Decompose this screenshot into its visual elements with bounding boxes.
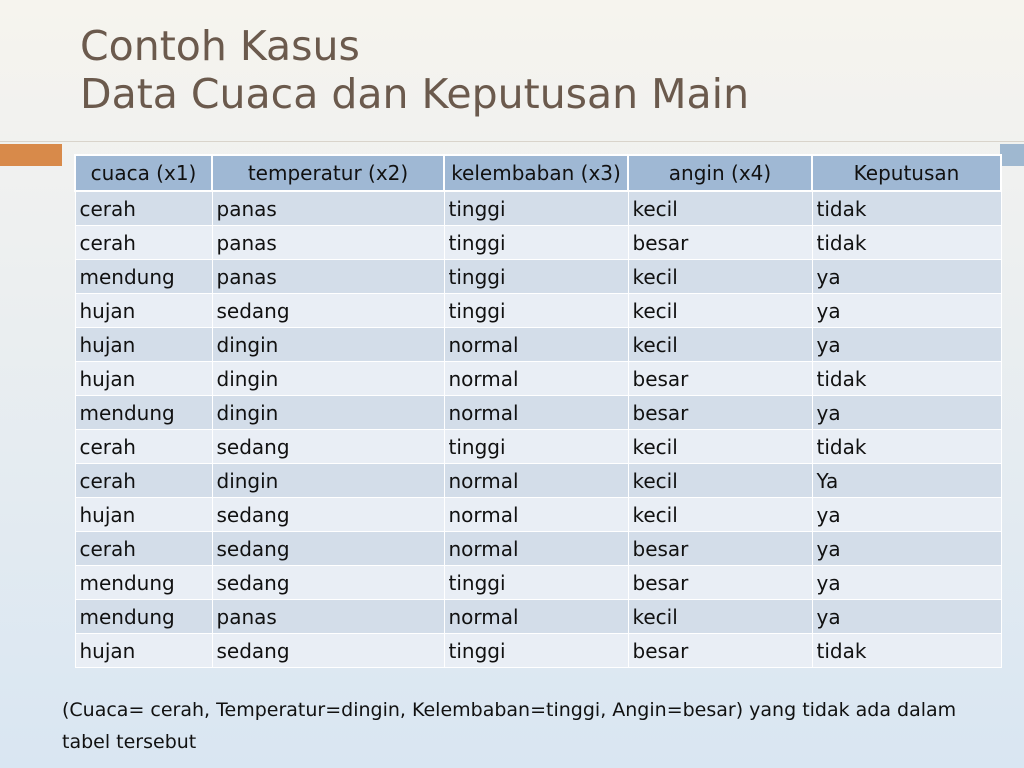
cell-temperatur: dingin <box>212 464 444 498</box>
cell-angin: besar <box>628 362 812 396</box>
cell-angin: besar <box>628 566 812 600</box>
header-temperatur: temperatur (x2) <box>212 155 444 191</box>
cell-angin: kecil <box>628 464 812 498</box>
cell-temperatur: sedang <box>212 634 444 668</box>
cell-cuaca: cerah <box>75 191 212 226</box>
table-row <box>75 430 1001 464</box>
cell-cuaca: cerah <box>75 430 212 464</box>
cell-temperatur: panas <box>212 226 444 260</box>
cell-angin: kecil <box>628 260 812 294</box>
cell-kelembaban: tinggi <box>444 566 628 600</box>
table-row <box>75 226 1001 260</box>
cell-cuaca: hujan <box>75 498 212 532</box>
header-keputusan: Keputusan <box>812 155 1001 191</box>
cell-kelembaban: tinggi <box>444 260 628 294</box>
cell-angin: besar <box>628 634 812 668</box>
cell-cuaca: cerah <box>75 464 212 498</box>
table-body <box>75 191 1001 668</box>
cell-keputusan: ya <box>812 396 1001 430</box>
cell-kelembaban: tinggi <box>444 294 628 328</box>
table-row <box>75 396 1001 430</box>
cell-kelembaban: normal <box>444 396 628 430</box>
accent-bar-blue <box>1000 144 1024 166</box>
cell-cuaca: hujan <box>75 362 212 396</box>
cell-keputusan: ya <box>812 532 1001 566</box>
table-row <box>75 600 1001 634</box>
cell-temperatur: dingin <box>212 396 444 430</box>
cell-keputusan: ya <box>812 260 1001 294</box>
cell-temperatur: dingin <box>212 328 444 362</box>
cell-temperatur: dingin <box>212 362 444 396</box>
table-row <box>75 191 1001 226</box>
cell-temperatur: sedang <box>212 566 444 600</box>
cell-cuaca: mendung <box>75 600 212 634</box>
cell-kelembaban: tinggi <box>444 430 628 464</box>
cell-kelembaban: normal <box>444 532 628 566</box>
table-row <box>75 260 1001 294</box>
cell-keputusan: ya <box>812 498 1001 532</box>
cell-keputusan: tidak <box>812 362 1001 396</box>
cell-keputusan: tidak <box>812 191 1001 226</box>
cell-cuaca: mendung <box>75 566 212 600</box>
cell-kelembaban: normal <box>444 600 628 634</box>
cell-temperatur: panas <box>212 191 444 226</box>
table-row <box>75 498 1001 532</box>
table-row <box>75 464 1001 498</box>
cell-keputusan: tidak <box>812 226 1001 260</box>
cell-keputusan: ya <box>812 328 1001 362</box>
cell-keputusan: tidak <box>812 634 1001 668</box>
cell-keputusan: ya <box>812 600 1001 634</box>
cell-cuaca: hujan <box>75 294 212 328</box>
cell-angin: besar <box>628 396 812 430</box>
cell-angin: besar <box>628 226 812 260</box>
table-row <box>75 566 1001 600</box>
table-row <box>75 634 1001 668</box>
cell-angin: kecil <box>628 191 812 226</box>
cell-temperatur: sedang <box>212 430 444 464</box>
cell-angin: besar <box>628 532 812 566</box>
cell-kelembaban: normal <box>444 464 628 498</box>
cell-kelembaban: normal <box>444 362 628 396</box>
cell-kelembaban: tinggi <box>444 634 628 668</box>
accent-bar-orange <box>0 144 62 166</box>
cell-temperatur: sedang <box>212 294 444 328</box>
slide-title-line-2: Data Cuaca dan Keputusan Main <box>80 70 750 118</box>
table-row <box>75 328 1001 362</box>
cell-kelembaban: tinggi <box>444 191 628 226</box>
title-divider <box>0 141 1024 142</box>
footnote-text: (Cuaca= cerah, Temperatur=dingin, Kelembaban=tinggi, Angin=besar) yang tidak ada dalam tabel tersebut <box>62 699 957 753</box>
cell-angin: kecil <box>628 498 812 532</box>
cell-cuaca: hujan <box>75 634 212 668</box>
cell-cuaca: mendung <box>75 260 212 294</box>
header-kelembaban: kelembaban (x3) <box>444 155 628 191</box>
cell-keputusan: ya <box>812 566 1001 600</box>
cell-temperatur: sedang <box>212 498 444 532</box>
header-angin: angin (x4) <box>628 155 812 191</box>
slide-title <box>80 22 749 118</box>
cell-kelembaban: tinggi <box>444 226 628 260</box>
weather-data-table <box>74 154 1002 668</box>
cell-cuaca: mendung <box>75 396 212 430</box>
cell-cuaca: cerah <box>75 532 212 566</box>
table-row <box>75 362 1001 396</box>
cell-temperatur: panas <box>212 260 444 294</box>
cell-keputusan: Ya <box>812 464 1001 498</box>
cell-angin: kecil <box>628 600 812 634</box>
cell-cuaca: cerah <box>75 226 212 260</box>
cell-keputusan: tidak <box>812 430 1001 464</box>
cell-angin: kecil <box>628 294 812 328</box>
cell-kelembaban: normal <box>444 498 628 532</box>
table-header-row <box>75 155 1001 191</box>
cell-temperatur: sedang <box>212 532 444 566</box>
cell-keputusan: ya <box>812 294 1001 328</box>
cell-temperatur: panas <box>212 600 444 634</box>
header-cuaca: cuaca (x1) <box>75 155 212 191</box>
table-row <box>75 294 1001 328</box>
cell-angin: kecil <box>628 430 812 464</box>
cell-kelembaban: normal <box>444 328 628 362</box>
cell-cuaca: hujan <box>75 328 212 362</box>
cell-angin: kecil <box>628 328 812 362</box>
slide-title-line-1: Contoh Kasus <box>80 22 360 70</box>
table-row <box>75 532 1001 566</box>
